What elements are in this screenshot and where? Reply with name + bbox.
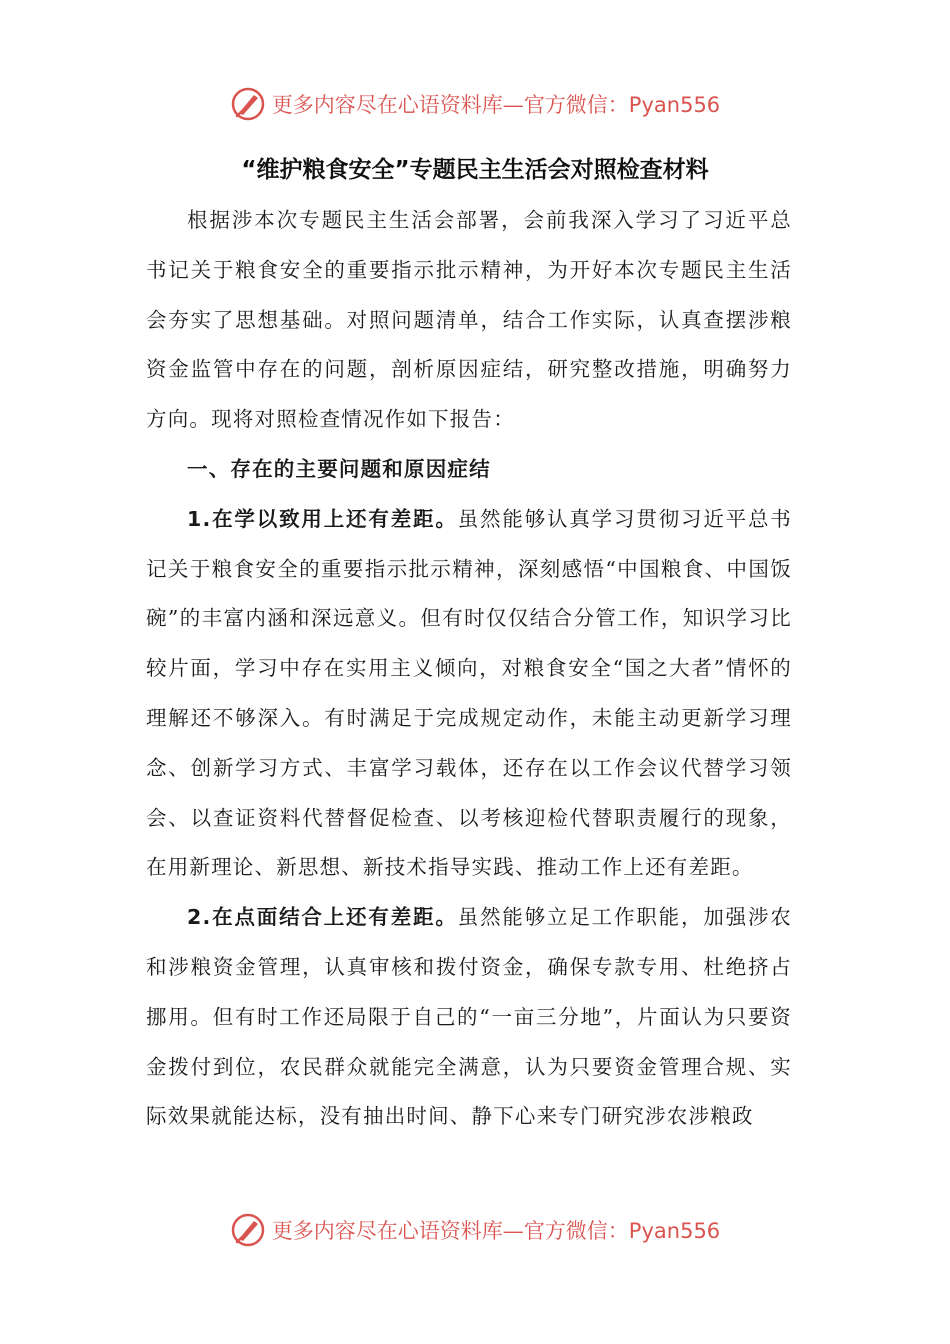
item-paragraph-1: [146, 495, 792, 893]
document-body: [146, 196, 792, 1142]
item-lead-1: 1.在学以致用上还有差距。: [187, 506, 458, 531]
watermark-banner-top: [0, 82, 950, 126]
watermark-main-text: 更多内容尽在心语资料库—: [271, 93, 524, 117]
watermark-sub-text: 官方微信：Pyan556: [523, 1219, 721, 1243]
item-body-1: 虽然能够认真学习贯彻习近平总书记关于粮食安全的重要指示批示精神，深刻感悟“中国粮食、中国饭碗”的丰富内涵和深远意义。但有时仅仅结合分管工作，知识学习比较片面，学习中存在实用主义倾向，对粮食安全“国之大者”情怀的理解还不够深入。有时满足于完成规定动作，未能主动更新学习理念、创新学习方式、丰富学习载体，还存在以工作会议代替学习领会、以查证资料代替督促检查、以考核迎检代替职责履行的现象，在用新理论、新思想、新技术指导实践、推动工作上还有差距。: [146, 506, 793, 880]
watermark-main-text: 更多内容尽在心语资料库—: [271, 1219, 524, 1243]
watermark-banner-bottom: [0, 1208, 950, 1252]
quill-pen-logo-icon: [230, 86, 266, 122]
item-body-2: 虽然能够立足工作职能，加强涉农和涉粮资金管理，认真审核和拨付资金，确保专款专用、杜绝挤占挪用。但有时工作还局限于自己的“一亩三分地”，片面认为只要资金拨付到位，农民群众就能完全满意，认为只要资金管理合规、实际效果就能达标，没有抽出时间、静下心来专门研究涉农涉粮政: [146, 905, 793, 1129]
item-lead-2: 2.在点面结合上还有差距。: [187, 905, 458, 930]
quill-pen-logo-icon: [230, 1212, 266, 1248]
intro-paragraph: 根据涉本次专题民主生活会部署，会前我深入学习了习近平总书记关于粮食安全的重要指示批示精神，为开好本次专题民主生活会夯实了思想基础。对照问题清单，结合工作实际，认真查摆涉粮资金监管中存在的问题，剖析原因症结，研究整改措施，明确努力方向。现将对照检查情况作如下报告：: [146, 208, 792, 432]
watermark-sub-text: 官方微信：Pyan556: [523, 93, 721, 117]
section-heading: 一、存在的主要问题和原因症结: [187, 456, 491, 481]
document-title: “维护粮食安全”专题民主生活会对照检查材料: [241, 157, 709, 183]
item-paragraph-2: [146, 893, 792, 1142]
